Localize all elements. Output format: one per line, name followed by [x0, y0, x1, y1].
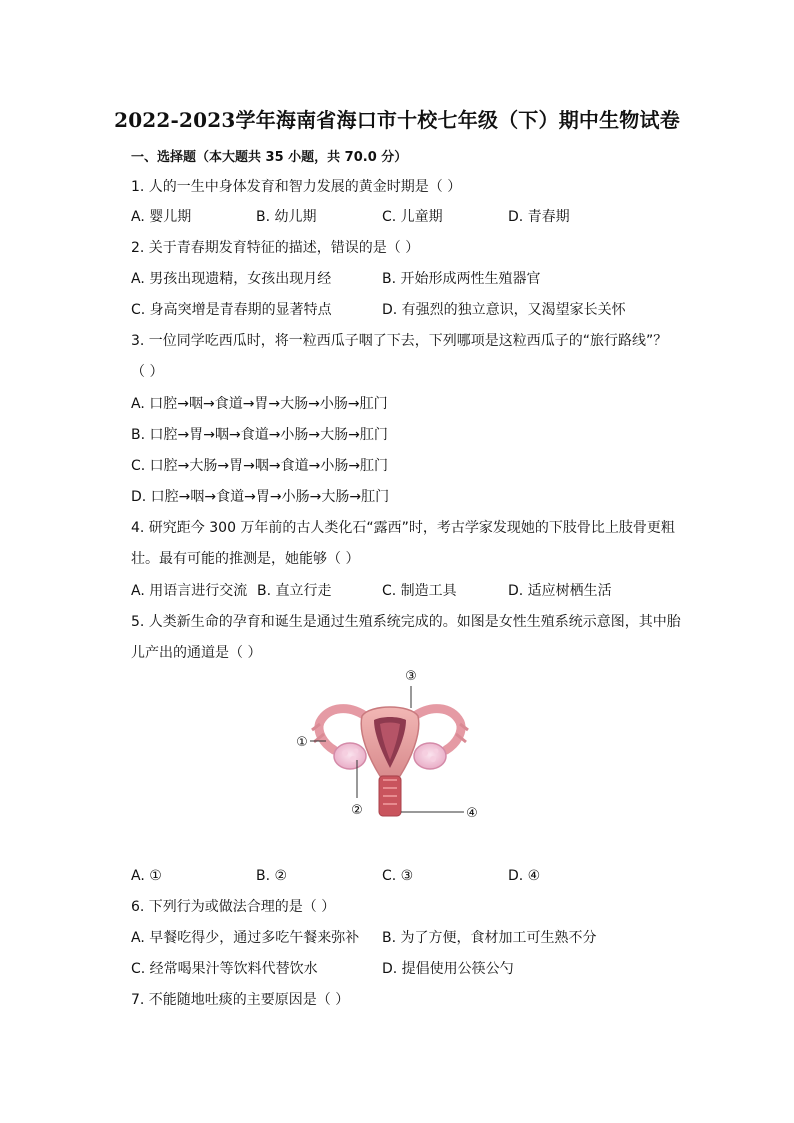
option-b: B. 口腔→胃→咽→食道→小肠→大肠→肛门	[131, 427, 388, 443]
question-1-stem: 1. 人的一生中身体发育和智力发展的黄金时期是（ ）	[131, 179, 462, 195]
label-3: ③	[405, 669, 417, 684]
question-3-stem-line2: （ ）	[131, 364, 164, 380]
section-heading: 一、选择题（本大题共 35 小题，共 70.0 分）	[131, 150, 408, 165]
option-a: A. 用语言进行交流	[131, 583, 248, 599]
option-d: D. ④	[508, 868, 541, 884]
option-c: C. 儿童期	[382, 209, 443, 225]
option-d: D. 适应树栖生活	[508, 583, 612, 599]
option-b: B. 直立行走	[257, 583, 332, 599]
question-4-stem-line2: 壮。最有可能的推测是，她能够（ ）	[131, 551, 360, 567]
right-ovary	[414, 743, 446, 769]
option-c: C. 口腔→大肠→胃→咽→食道→小肠→肛门	[131, 458, 389, 474]
question-7-stem: 7. 不能随地吐痰的主要原因是（ ）	[131, 992, 350, 1008]
option-b: B. 幼儿期	[256, 209, 317, 225]
option-b: B. ②	[256, 868, 288, 884]
female-reproductive-system-diagram	[290, 664, 490, 826]
option-c: C. 制造工具	[382, 583, 457, 599]
option-a: A. 早餐吃得少，通过多吃午餐来弥补	[131, 930, 360, 946]
label-2: ②	[351, 803, 363, 818]
option-d: D. 提倡使用公筷公勺	[382, 961, 514, 977]
option-d: D. 口腔→咽→食道→胃→小肠→大肠→肛门	[131, 489, 390, 505]
question-2-stem: 2. 关于青春期发育特征的描述，错误的是（ ）	[131, 240, 420, 256]
option-c: C. 经常喝果汁等饮料代替饮水	[131, 961, 318, 977]
option-a: A. 男孩出现遗精，女孩出现月经	[131, 271, 332, 287]
option-a: A. 口腔→咽→食道→胃→大肠→小肠→肛门	[131, 396, 388, 412]
question-6-stem: 6. 下列行为或做法合理的是（ ）	[131, 899, 336, 915]
question-4-stem-line1: 4. 研究距今 300 万年前的古人类化石“露西”时，考古学家发现她的下肢骨比上肢骨更粗	[131, 520, 675, 536]
option-d: D. 有强烈的独立意识，又渴望家长关怀	[382, 302, 626, 318]
option-a: A. ①	[131, 868, 162, 884]
option-c: C. ③	[382, 868, 414, 884]
label-4: ④	[466, 806, 478, 821]
option-a: A. 婴儿期	[131, 209, 192, 225]
option-b: B. 开始形成两性生殖器官	[382, 271, 541, 287]
page-title: 2022-2023学年海南省海口市十校七年级（下）期中生物试卷	[114, 108, 680, 132]
label-1: ①	[296, 735, 308, 750]
question-3-stem-line1: 3. 一位同学吃西瓜时，将一粒西瓜子咽了下去，下列哪项是这粒西瓜子的“旅行路线”？	[131, 333, 668, 349]
question-5-stem-line2: 儿产出的通道是（ ）	[131, 645, 262, 661]
left-ovary	[334, 743, 366, 769]
option-b: B. 为了方便，食材加工可生熟不分	[382, 930, 597, 946]
option-d: D. 青春期	[508, 209, 570, 225]
question-5-stem-line1: 5. 人类新生命的孕育和诞生是通过生殖系统完成的。如图是女性生殖系统示意图，其中胎	[131, 614, 681, 630]
option-c: C. 身高突增是青春期的显著特点	[131, 302, 332, 318]
